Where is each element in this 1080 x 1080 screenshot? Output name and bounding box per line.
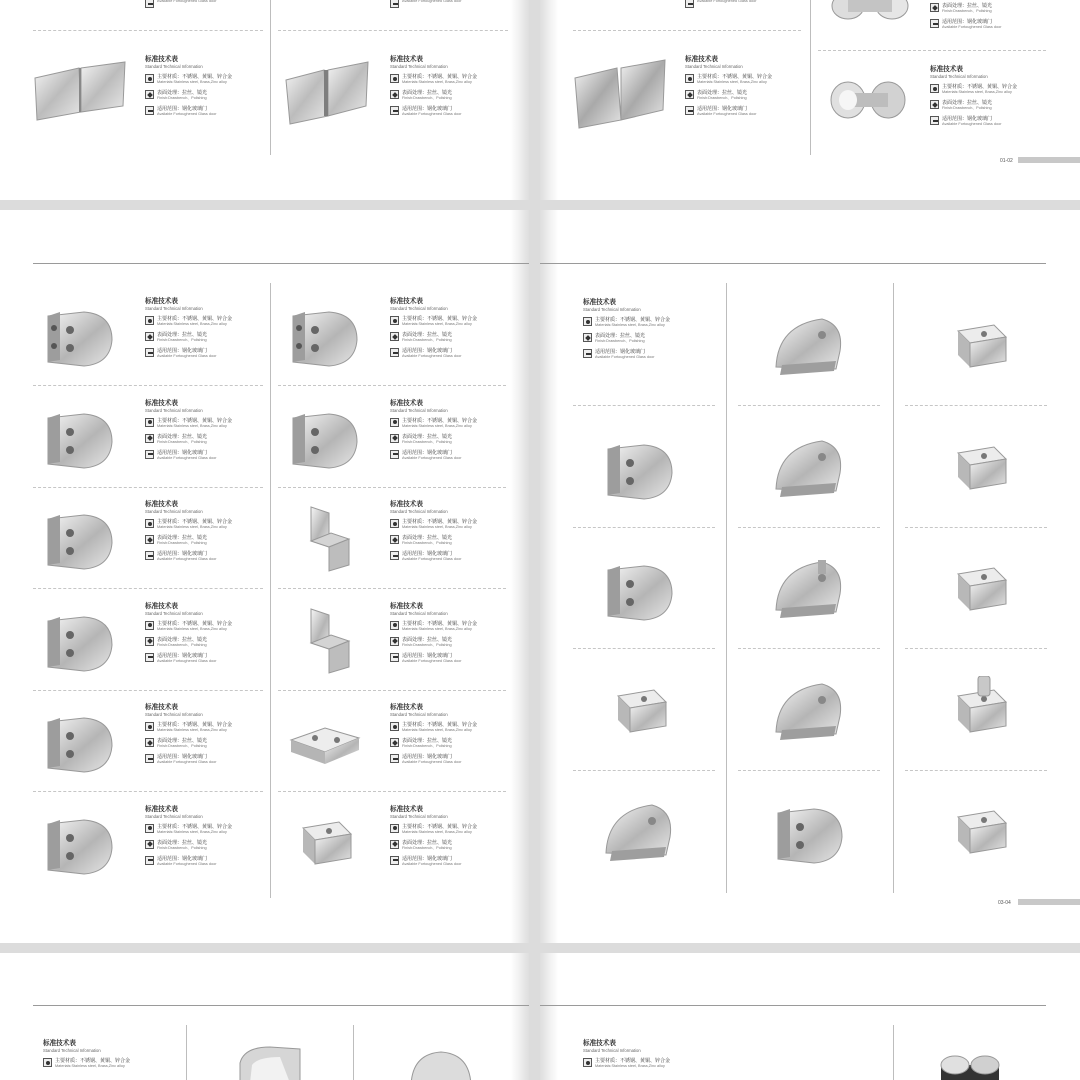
catalog-page-top-right <box>540 0 1080 200</box>
range-icon <box>930 116 939 125</box>
finish-icon <box>390 840 399 849</box>
range-icon <box>390 856 399 865</box>
range-icon <box>390 450 399 459</box>
page-gutter-shadow <box>540 210 558 943</box>
finish-icon <box>145 434 154 443</box>
header-rule <box>540 1005 1046 1006</box>
range-icon <box>390 348 399 357</box>
material-icon <box>145 74 154 83</box>
product-round-connector-image <box>828 78 908 122</box>
range-icon <box>685 0 694 8</box>
material-icon <box>145 519 154 528</box>
material-icon <box>145 621 154 630</box>
row-divider <box>278 30 508 31</box>
product-half-moon-image <box>600 797 680 867</box>
product-square-hinge-image <box>282 58 372 126</box>
range-icon <box>145 653 154 662</box>
product-half-moon-image <box>770 676 850 746</box>
row-divider <box>33 791 263 792</box>
product-d-clamp-4hole-image <box>285 300 365 370</box>
row-divider <box>738 770 880 771</box>
range-icon <box>930 19 939 28</box>
row-divider <box>278 690 506 691</box>
catalog-page-middle-right <box>540 210 1080 943</box>
range-icon <box>390 653 399 662</box>
product-d-clamp-small-image <box>770 797 850 867</box>
range-icon <box>583 349 592 358</box>
finish-icon <box>145 90 154 99</box>
row-divider <box>33 690 263 691</box>
column-divider <box>353 1025 354 1080</box>
product-clamp-image <box>405 1048 475 1080</box>
finish-icon <box>390 434 399 443</box>
page-number: 01-02 <box>1000 158 1013 164</box>
product-d-clamp-4hole-image <box>40 300 120 370</box>
finish-icon <box>390 90 399 99</box>
catalog-page-bottom-right <box>540 953 1080 1080</box>
row-divider <box>573 30 801 31</box>
finish-icon <box>685 90 694 99</box>
product-flat-clamp-image <box>285 706 365 776</box>
finish-icon <box>390 738 399 747</box>
product-clamp-image <box>935 1053 1005 1080</box>
range-icon <box>145 551 154 560</box>
material-icon <box>583 1058 592 1067</box>
product-square-clamp-small-image <box>940 797 1020 867</box>
row-divider <box>905 770 1047 771</box>
column-divider <box>186 1025 187 1080</box>
header-rule <box>33 1005 529 1006</box>
finish-icon <box>583 333 592 342</box>
page-number-bar <box>1018 899 1080 905</box>
spec-block: 标准技术表 Standard Technical Information 主要材质：不锈钢、黄铜、锌合金 Materials:Stainless steel, Brass,Zinc alloy 表面处理：拉丝、镜光 Finish:Drawbench、Polishing 适用范围：钢化玻璃门 Available Fortoughened Glass door <box>145 298 233 358</box>
material-icon <box>145 418 154 427</box>
row-divider <box>738 648 880 649</box>
range-icon <box>145 348 154 357</box>
catalog-page-middle-left <box>0 210 529 943</box>
range-icon <box>145 856 154 865</box>
page-number: 03-04 <box>998 900 1011 906</box>
product-square-hinge-image <box>33 60 128 122</box>
row-divider <box>738 405 880 406</box>
range-icon <box>390 106 399 115</box>
finish-icon <box>390 535 399 544</box>
product-square-hinge-image <box>573 58 668 130</box>
page-gutter-shadow <box>540 0 558 200</box>
row-divider <box>33 385 263 386</box>
row-divider <box>278 588 506 589</box>
row-divider <box>905 405 1047 406</box>
row-divider <box>905 648 1047 649</box>
spec-block: 标准技术表 Standard Technical Information 主要材质：不锈钢、黄铜、锌合金 Materials:Stainless steel, Brass,Zinc alloy 表面处理：拉丝、镜光 Finish:Drawbench、Polishing 适用范围：钢化玻璃门 Available Fortoughened Glass door <box>390 298 478 358</box>
product-half-moon-image <box>770 311 850 381</box>
range-icon <box>685 106 694 115</box>
row-divider <box>573 527 715 528</box>
product-square-clamp-image <box>600 676 680 746</box>
finish-icon <box>145 637 154 646</box>
product-half-moon-image <box>770 433 850 503</box>
material-icon <box>390 722 399 731</box>
range-icon <box>390 0 399 8</box>
header-rule <box>540 263 1046 264</box>
product-square-clamp-image <box>940 554 1020 624</box>
spec-block: 标准技术表 Standard Technical Information 主要材质：不锈钢、黄铜、锌合金 Materials:Stainless steel, Brass,Zinc alloy 表面处理：拉丝、镜光 Finish:Drawbench、Polishing 适用范围：钢化玻璃门 Available Fortoughened Glass door <box>145 399 233 460</box>
range-icon <box>145 0 154 8</box>
range-icon <box>145 754 154 763</box>
product-half-moon-bolt-image <box>770 554 850 624</box>
finish-icon <box>145 535 154 544</box>
material-icon <box>930 84 939 93</box>
finish-icon <box>930 100 939 109</box>
spec-block: 标准技术表 Standard Technical Information 主要材质：不锈钢、黄铜、锌合金 Materials:Stainless steel, Brass,Zinc alloy 表面处理：拉丝、镜光 Finish:Drawbench、Polishing 适用范围：钢化玻璃门 Available Fortoughened Glass door <box>685 56 773 116</box>
row-divider <box>33 588 263 589</box>
range-icon <box>145 450 154 459</box>
row-divider <box>573 770 715 771</box>
product-round-connector-image <box>830 0 910 22</box>
product-d-clamp-round-image <box>40 402 120 472</box>
product-square-clamp-image <box>285 808 365 878</box>
row-divider <box>33 487 263 488</box>
spec-block: 标准技术表 Standard Technical Information 主要材质：不锈钢、黄铜、锌合金 Materials:Stainless steel, Brass,Zinc alloy 表面处理：拉丝、镜光 Finish:Drawbench、Polishing 适用范围：钢化玻璃门 Available Fortoughened Glass door <box>583 299 671 359</box>
spec-block-partial: 表面处理：拉丝、镜光 Finish:Drawbench、Polishing 适用范围：钢化玻璃门 Available Fortoughened Glass door <box>930 0 1058 30</box>
finish-icon <box>145 840 154 849</box>
range-icon <box>390 754 399 763</box>
product-d-clamp-screw-image <box>600 554 680 624</box>
material-icon <box>145 824 154 833</box>
spec-block: 标准技术表 Standard Technical Information 主要材质：不锈钢、黄铜、锌合金 Materials:Stainless steel, Brass,Zinc alloy 表面处理：拉丝、镜光 Finish:Drawbench、Polishing 适用范围：钢化玻璃门 Available Fortoughened Glass door <box>390 805 478 866</box>
product-d-clamp-round-image <box>40 808 120 878</box>
row-divider <box>33 30 263 31</box>
spec-block-partial: Available Fortoughened Glass door <box>145 0 273 8</box>
spec-block: 标准技术表 Standard Technical Information 主要材质：不锈钢、黄铜、锌合金 Materials:Stainless steel, Brass,Zinc alloy 表面处理：拉丝、镜光 Finish:Drawbench、Polishing 适用范围：钢化玻璃门 Available Fortoughened Glass door <box>145 501 233 561</box>
material-icon <box>145 722 154 731</box>
row-divider <box>278 487 506 488</box>
material-icon <box>145 316 154 325</box>
spec-block: 标准技术表 Standard Technical Information 主要材质：不锈钢、黄铜、锌合金 Materials:Stainless steel, Brass,Zinc alloy 表面处理：拉丝、镜光 Finish:Drawbench、Polishing 适用范围：钢化玻璃门 Available Fortoughened Glass door <box>390 501 478 561</box>
range-icon <box>390 551 399 560</box>
finish-icon <box>930 3 939 12</box>
finish-icon <box>145 738 154 747</box>
spec-block: 标准技术表 Standard Technical Information 主要材质：不锈钢、黄铜、锌合金 Materials:Stainless steel, Brass,Zinc alloy 表面处理：拉丝、镜光 Finish:Drawbench、Polishing 适用范围：钢化玻璃门 Available Fortoughened Glass door <box>390 399 478 460</box>
page-gutter-shadow <box>540 953 558 1080</box>
page-gutter-shadow <box>511 953 529 1080</box>
product-clamp-image <box>230 1043 310 1080</box>
row-divider <box>573 648 715 649</box>
column-divider <box>726 283 727 893</box>
spec-block: 标准技术表 Standard Technical Information 主要材质：不锈钢、黄铜、锌合金 Materials:Stainless steel, Brass,Zinc alloy 表面处理：拉丝、镜光 Finish:Drawbench、Polishing 适用范围：钢化玻璃门 Available Fortoughened Glass door <box>390 704 478 764</box>
product-d-clamp-round-image <box>40 605 120 675</box>
product-d-clamp-top-image <box>600 433 680 503</box>
material-icon <box>685 74 694 83</box>
product-square-bolt-image <box>940 676 1020 746</box>
product-d-clamp-round-image <box>40 503 120 573</box>
material-icon <box>390 74 399 83</box>
spec-block: 标准技术表 Standard Technical Information 主要材质：不锈钢、黄铜、锌合金 Materials:Stainless steel, Brass,Zinc alloy <box>583 1040 671 1068</box>
product-d-clamp-round-image <box>40 706 120 776</box>
material-icon <box>390 418 399 427</box>
material-icon <box>390 824 399 833</box>
spec-block: 标准技术表 Standard Technical Information 主要材质：不锈钢、黄铜、锌合金 Materials:Stainless steel, Brass,Zinc alloy 表面处理：拉丝、镜光 Finish:Drawbench、Polishing 适用范围：钢化玻璃门 Available Fortoughened Glass door <box>145 805 233 866</box>
row-divider <box>738 527 880 528</box>
spec-block: 标准技术表 Standard Technical Information 主要材质：不锈钢、黄铜、锌合金 Materials:Stainless steel, Brass,Zinc alloy <box>43 1040 131 1068</box>
column-divider <box>893 283 894 893</box>
material-icon <box>390 519 399 528</box>
spec-block: 标准技术表 Standard Technical Information 主要材质：不锈钢、黄铜、锌合金 Materials:Stainless steel, Brass,Zinc alloy 表面处理：拉丝、镜光 Finish:Drawbench、Polishing 适用范围：钢化玻璃门 Available Fortoughened Glass door <box>145 704 233 764</box>
finish-icon <box>390 637 399 646</box>
column-divider <box>893 1025 894 1080</box>
product-square-clamp-image <box>940 311 1020 381</box>
spec-block: 标准技术表 Standard Technical Information 主要材质：不锈钢、黄铜、锌合金 Materials:Stainless steel, Brass,Zinc alloy 表面处理：拉丝、镜光 Finish:Drawbench、Polishing 适用范围：钢化玻璃门 Available Fortoughened Glass door <box>390 602 478 663</box>
catalog-page-top-left <box>0 0 529 200</box>
material-icon <box>390 316 399 325</box>
product-fold-bracket-image <box>285 503 365 573</box>
spec-block-partial: Available Fortoughened Glass door <box>390 0 518 8</box>
row-divider <box>905 527 1047 528</box>
header-rule <box>33 263 529 264</box>
row-divider <box>278 385 506 386</box>
material-icon <box>43 1058 52 1067</box>
spec-block: 标准技术表 Standard Technical Information 主要材质：不锈钢、黄铜、锌合金 Materials:Stainless steel, Brass,Zinc alloy 表面处理：拉丝、镜光 Finish:Drawbench、Polishing 适用范围：钢化玻璃门 Available Fortoughened Glass door <box>145 56 233 116</box>
page-number-bar <box>1018 157 1080 163</box>
spec-block-partial: Available Fortoughened Glass door <box>685 0 813 8</box>
row-divider <box>278 791 506 792</box>
row-divider <box>818 50 1046 51</box>
spec-block: 标准技术表 Standard Technical Information 主要材质：不锈钢、黄铜、锌合金 Materials:Stainless steel, Brass,Zinc alloy 表面处理：拉丝、镜光 Finish:Drawbench、Polishing 适用范围：钢化玻璃门 Available Fortoughened Glass door <box>145 602 233 663</box>
range-icon <box>145 106 154 115</box>
product-right-angle-clamp-image <box>285 605 365 675</box>
material-icon <box>583 317 592 326</box>
product-square-clamp-image <box>940 433 1020 503</box>
finish-icon <box>390 332 399 341</box>
product-d-clamp-2hole-image <box>285 402 365 472</box>
finish-icon <box>145 332 154 341</box>
spec-block: 标准技术表 Standard Technical Information 主要材质：不锈钢、黄铜、锌合金 Materials:Stainless steel, Brass,Zinc alloy 表面处理：拉丝、镜光 Finish:Drawbench、Polishing 适用范围：钢化玻璃门 Available Fortoughened Glass door <box>930 66 1018 126</box>
spec-block: 标准技术表 Standard Technical Information 主要材质：不锈钢、黄铜、锌合金 Materials:Stainless steel, Brass,Zinc alloy 表面处理：拉丝、镜光 Finish:Drawbench、Polishing 适用范围：钢化玻璃门 Available Fortoughened Glass door <box>390 56 478 116</box>
row-divider <box>573 405 715 406</box>
catalog-page-bottom-left <box>0 953 529 1080</box>
material-icon <box>390 621 399 630</box>
